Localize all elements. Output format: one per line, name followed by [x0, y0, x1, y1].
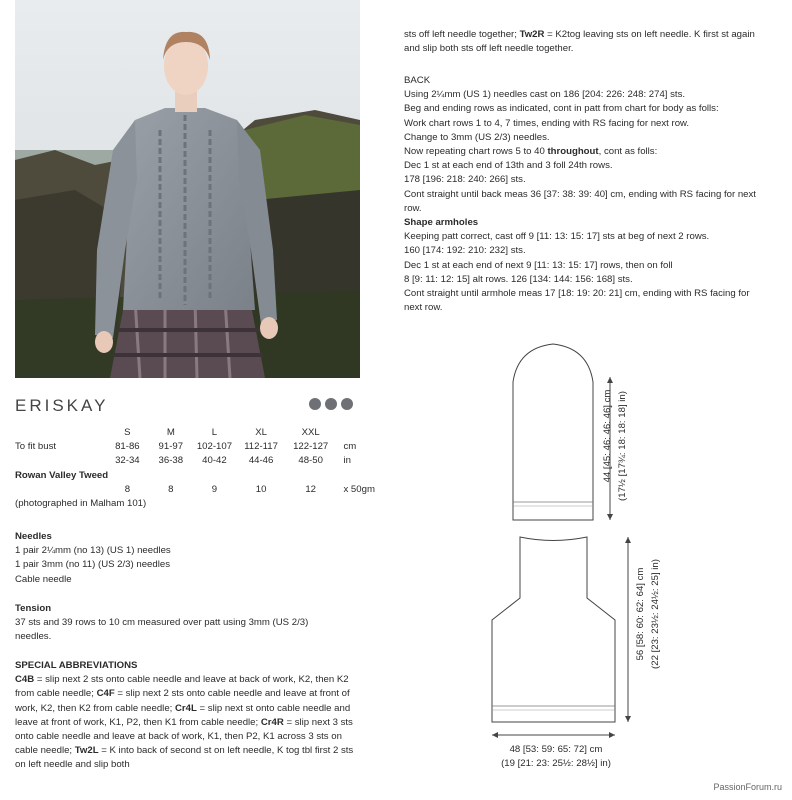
bust-in-unit: in	[343, 455, 351, 467]
back-line: Using 2¼mm (US 1) needles cast on 186 [204: 226: 248: 274] sts.	[404, 89, 686, 101]
tension-heading: Tension	[15, 603, 52, 614]
model-photo-illustration	[15, 0, 360, 378]
armholes-line: 160 [174: 192: 210: 232] sts.	[404, 245, 526, 257]
pattern-title: ERISKAY	[15, 396, 109, 415]
abbr-def: = slip next 3 sts onto cable needle and leave at back of work, K1, then P2, K1 across 3 sts on cable needle;	[15, 716, 353, 757]
abbr-term: C4B	[15, 674, 35, 686]
tension-line: needles.	[15, 631, 52, 643]
back-line: 178 [196: 218: 240: 266] sts.	[404, 174, 526, 186]
sizes-table	[15, 426, 375, 511]
abbr-term: C4F	[96, 688, 115, 700]
photographed-row	[15, 497, 375, 511]
sleeve-length-in: (17½ [17¾: 18: 18: 18] in)	[616, 391, 628, 501]
needles-line: 1 pair 3mm (no 11) (US 2/3) needles	[15, 559, 170, 571]
abbr-term: Tw2R	[519, 29, 545, 40]
needles-section	[15, 530, 365, 587]
abbr-def: = K2tog leaving sts on left needle. K first st again and slip both sts off left needle together.	[404, 29, 755, 55]
back-line: Cont straight until back meas 36 [37: 38: 39: 40] cm, ending with RS facing for next row.	[404, 188, 756, 214]
abbr-def: sts off left needle together;	[404, 29, 520, 40]
abbr-term: Cr4L	[174, 702, 197, 714]
yarn-count-row	[15, 483, 375, 497]
size-header: XXL	[301, 427, 320, 438]
body-width-cm: 48 [53: 59: 65: 72] cm	[509, 744, 603, 755]
size-header: L	[211, 427, 218, 438]
bust-in-value: 48-50	[298, 455, 323, 467]
abbr-term: Tw2L	[74, 745, 99, 757]
abbr-term: Cr4R	[260, 716, 284, 728]
body-outline	[492, 537, 615, 722]
abbreviations-section	[15, 659, 363, 773]
armholes-heading: Shape armholes	[404, 217, 479, 229]
difficulty-dot	[341, 398, 353, 410]
difficulty-dot	[309, 398, 321, 410]
needles-line: 1 pair 2¼mm (no 13) (US 1) needles	[15, 545, 171, 557]
difficulty-rating	[309, 398, 353, 410]
body-length-in: (22 [23: 23½: 24½: 25] in)	[649, 559, 661, 669]
size-header: M	[166, 427, 175, 438]
back-line: Change to 3mm (US 2/3) needles.	[404, 131, 550, 143]
size-header: XL	[255, 427, 267, 438]
bust-cm-value: 122-127	[293, 441, 329, 453]
photographed-note: (photographed in Malham 101)	[15, 498, 147, 510]
yarn-count: 12	[305, 483, 316, 495]
back-line: Beg and ending rows as indicated, cont in patt from chart for body as folls:	[404, 103, 719, 115]
back-text: , cont as folls:	[598, 146, 658, 158]
armholes-line: 8 [9: 11: 12: 15] alt rows. 126 [134: 144: 156: 168] sts.	[404, 273, 633, 285]
armholes-line: Keeping patt correct, cast off 9 [11: 13: 15: 17] sts at beg of next 2 rows.	[404, 231, 710, 243]
difficulty-dot	[325, 398, 337, 410]
yarn-count: 9	[211, 483, 218, 495]
watermark: PassionForum.ru	[713, 781, 782, 792]
back-line	[404, 145, 764, 159]
body-width-in: (19 [21: 23: 25½: 28½] in)	[501, 758, 611, 769]
sizes-header-row	[15, 426, 375, 440]
armholes-line: Dec 1 st at each end of next 9 [11: 13: 15: 17] rows, then on foll	[404, 259, 673, 271]
needles-line: Cable needle	[15, 573, 72, 585]
bust-label: To fit bust	[15, 441, 57, 453]
bust-in-value: 32-34	[115, 455, 140, 467]
sleeve-length-cm: 44 [45: 46: 46: 46] cm	[601, 389, 613, 483]
sleeve-outline	[513, 344, 593, 520]
needles-heading: Needles	[15, 531, 52, 542]
bust-cm-value: 112-117	[244, 441, 278, 453]
bust-in-value: 44-46	[248, 455, 274, 467]
back-emphasis: throughout	[547, 146, 599, 158]
abbr-def: = slip next 2 sts onto cable needle and leave at front of work, K2, then K2 from cable needle;	[15, 688, 350, 714]
yarn-count: 10	[255, 483, 267, 495]
bust-cm-unit: cm	[343, 441, 357, 453]
body-length-cm: 56 [58: 60: 62: 64] cm	[634, 567, 646, 661]
bust-in-value: 40-42	[202, 455, 227, 467]
bust-in-value: 36-38	[158, 455, 184, 467]
back-line: Work chart rows 1 to 4, 7 times, ending with RS facing for next row.	[404, 117, 690, 129]
abbreviations-text	[15, 673, 363, 772]
model-photo	[15, 0, 360, 378]
abbr-def: = slip next 2 sts onto cable needle and leave at back of work, K2, then K2 from cable needle;	[15, 674, 349, 700]
back-heading: BACK	[404, 75, 431, 86]
yarn-name-row	[15, 469, 375, 483]
bust-in-row	[15, 454, 375, 468]
yarn-unit: x 50gm	[343, 483, 375, 495]
tension-line: 37 sts and 39 rows to 10 cm measured over patt using 3mm (US 2/3)	[15, 617, 309, 629]
bust-cm-value: 102-107	[196, 441, 233, 453]
size-header: S	[124, 427, 131, 438]
abbr-def: = K into back of second st on left needle, K tog tbl first 2 sts on left needle and slip both	[15, 745, 354, 771]
abbreviations-text	[404, 28, 764, 56]
tension-section	[15, 602, 365, 645]
armholes-line: Cont straight until armhole meas 17 [18: 19: 20: 21] cm, ending with RS facing for next row.	[404, 288, 750, 314]
bust-cm-value: 81-86	[115, 441, 140, 453]
back-text: Now repeating chart rows 5 to 40	[404, 146, 548, 158]
yarn-name: Rowan Valley Tweed	[15, 469, 109, 481]
abbr-def: = slip next st onto cable needle and leave at front of work, K1, P2, then K1 from cable needle;	[15, 702, 351, 728]
bust-cm-value: 91-97	[158, 441, 184, 453]
back-line: Dec 1 st at each end of 13th and 3 foll 24th rows.	[404, 160, 613, 172]
yarn-count: 8	[124, 483, 131, 495]
yarn-count: 8	[168, 483, 174, 495]
abbreviations-heading: SPECIAL ABBREVIATIONS	[15, 660, 138, 671]
back-section	[404, 74, 764, 315]
abbreviations-continued	[404, 28, 764, 56]
bust-cm-row	[15, 440, 375, 454]
